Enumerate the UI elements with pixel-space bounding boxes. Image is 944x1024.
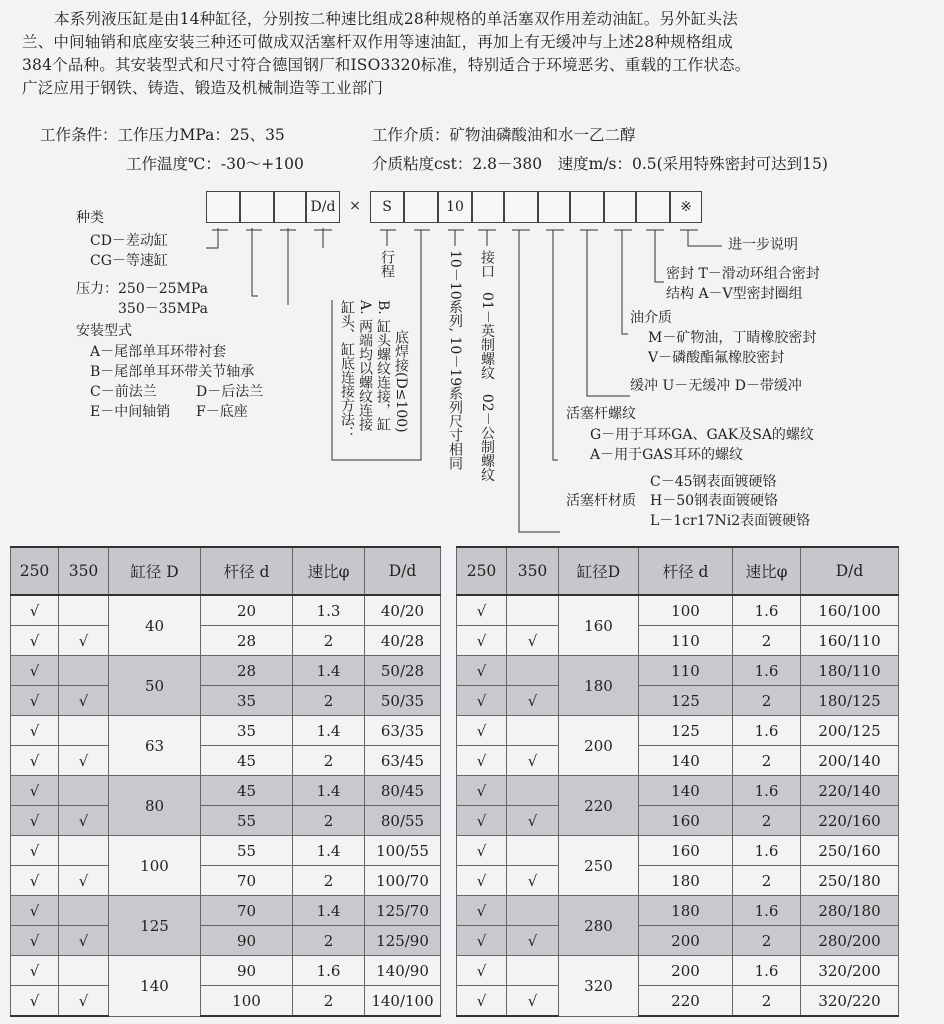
material-l: L－1cr17Ni2表面镀硬铬 [650, 513, 811, 529]
pressure-title: 压力：250－25MPa [76, 281, 209, 297]
dd-cell: 200/140 [801, 746, 899, 776]
table-row [11, 776, 441, 806]
check-350: √ [507, 806, 559, 836]
rod-cell: 125 [639, 686, 733, 716]
table-row [11, 716, 441, 746]
connection-b: B. 缸头螺纹连接，缸 [375, 300, 391, 432]
intro-line: 384个品种。其安装型式和尺寸符合德国钢厂和ISO3320标准，特别适合于环境恶劣、重载的工作状态。 [22, 56, 751, 74]
rod-cell: 110 [639, 626, 733, 656]
ratio-cell: 1.6 [733, 956, 801, 986]
column-header: 速比φ [293, 547, 365, 595]
column-header: 缸径 D [109, 547, 201, 595]
oil-title: 油介质 [630, 310, 672, 326]
column-header: 250 [11, 547, 59, 595]
rod-cell: 90 [201, 926, 293, 956]
check-250: √ [457, 656, 507, 686]
ratio-cell: 1.6 [733, 836, 801, 866]
bore-cell: 220 [559, 776, 639, 836]
mount-title: 安装型式 [76, 323, 132, 339]
type-cg: CG－等速缸 [90, 253, 168, 269]
working-medium: 工作介质：矿物油磷酸油和水一乙二醇 [372, 126, 636, 144]
ratio-cell: 2 [733, 806, 801, 836]
check-350 [59, 716, 109, 746]
dd-cell: 320/220 [801, 986, 899, 1017]
dd-cell: 80/55 [365, 806, 441, 836]
check-350: √ [59, 626, 109, 656]
bore-cell: 63 [109, 716, 201, 776]
check-250: √ [457, 956, 507, 986]
thread-g: G－用于耳环GA、GAK及SA的螺纹 [590, 427, 814, 443]
check-350 [59, 836, 109, 866]
ratio-cell: 1.3 [293, 595, 365, 626]
bore-cell: 320 [559, 956, 639, 1017]
port-label: 接口 01－英制螺纹 02－公制螺纹 [479, 250, 495, 482]
table-header-row [457, 547, 899, 595]
bore-cell: 80 [109, 776, 201, 836]
check-350: √ [507, 986, 559, 1017]
rod-cell: 100 [639, 595, 733, 626]
rod-cell: 55 [201, 836, 293, 866]
check-350: √ [507, 926, 559, 956]
table-row [11, 656, 441, 686]
table-row [457, 626, 899, 656]
ratio-cell: 2 [733, 746, 801, 776]
ratio-cell: 2 [293, 806, 365, 836]
rod-cell: 70 [201, 866, 293, 896]
type-title: 种类 [76, 210, 104, 226]
dd-cell: 40/28 [365, 626, 441, 656]
mount-d: D－后法兰 [196, 384, 264, 400]
check-350 [507, 656, 559, 686]
ratio-cell: 2 [293, 686, 365, 716]
table-row [11, 866, 441, 896]
intro-line: 本系列液压缸是由14种缸径，分别按二种速比组成28种规格的单活塞双作用差动油缸。另外缸头法 [54, 10, 738, 28]
ratio-cell: 1.6 [733, 896, 801, 926]
ratio-cell: 2 [733, 986, 801, 1017]
check-350 [59, 896, 109, 926]
table-row [457, 656, 899, 686]
pressure-350: 350－35MPa [118, 301, 209, 317]
table-row [457, 716, 899, 746]
check-250: √ [457, 806, 507, 836]
check-350: √ [507, 626, 559, 656]
table-row [11, 836, 441, 866]
column-header: D/d [801, 547, 899, 595]
intro-line: 广泛应用于钢铁、铸造、锻造及机械制造等工业部门 [22, 79, 384, 97]
dd-cell: 320/200 [801, 956, 899, 986]
table-row [457, 926, 899, 956]
rod-cell: 70 [201, 896, 293, 926]
column-header: 250 [457, 547, 507, 595]
ratio-cell: 1.4 [293, 776, 365, 806]
rod-cell: 100 [201, 986, 293, 1017]
check-350: √ [59, 866, 109, 896]
working-temperature: 工作温度℃：-30～+100 [126, 155, 304, 173]
ratio-cell: 1.4 [293, 896, 365, 926]
spec-table-right [456, 546, 899, 1017]
check-350 [59, 656, 109, 686]
check-250: √ [11, 595, 59, 626]
rod-cell: 28 [201, 626, 293, 656]
ratio-cell: 1.4 [293, 836, 365, 866]
rod-cell: 35 [201, 716, 293, 746]
table-row [11, 896, 441, 926]
ratio-cell: 2 [733, 866, 801, 896]
spec-table-left [10, 546, 441, 1017]
rod-cell: 160 [639, 806, 733, 836]
dd-cell: 220/160 [801, 806, 899, 836]
dd-cell: 180/125 [801, 686, 899, 716]
bore-cell: 100 [109, 836, 201, 896]
ratio-cell: 2 [293, 866, 365, 896]
ratio-cell: 2 [293, 986, 365, 1017]
column-header: 350 [507, 547, 559, 595]
code-box: ※ [670, 191, 702, 223]
check-250: √ [457, 686, 507, 716]
check-350: √ [59, 806, 109, 836]
dd-cell: 140/100 [365, 986, 441, 1017]
thread-a: A－用于GAS耳环的螺纹 [590, 447, 743, 463]
ratio-cell: 2 [733, 926, 801, 956]
code-box: 10 [438, 191, 472, 223]
check-350 [59, 776, 109, 806]
check-250: √ [457, 716, 507, 746]
seal-t: 密封 T－滑动环组合密封 [666, 266, 820, 282]
ratio-cell: 2 [293, 746, 365, 776]
column-header: 杆径 d [201, 547, 293, 595]
code-box: × [349, 198, 361, 214]
rod-cell: 45 [201, 776, 293, 806]
table-row [457, 776, 899, 806]
buffer-label: 缓冲 U－无缓冲 D－带缓冲 [630, 378, 802, 394]
check-250: √ [11, 806, 59, 836]
check-250: √ [457, 746, 507, 776]
check-250: √ [11, 956, 59, 986]
check-250: √ [457, 896, 507, 926]
dd-cell: 220/140 [801, 776, 899, 806]
check-250: √ [457, 836, 507, 866]
rod-cell: 160 [639, 836, 733, 866]
connection-a: A. 两端均以螺纹连接 [357, 300, 373, 432]
check-250: √ [11, 626, 59, 656]
ratio-cell: 2 [293, 626, 365, 656]
ratio-cell: 1.6 [733, 776, 801, 806]
connection-b-cont: 底焊接(D≤100) [393, 330, 409, 433]
table-row [457, 956, 899, 986]
check-350 [507, 595, 559, 626]
check-250: √ [11, 926, 59, 956]
rod-cell: 90 [201, 956, 293, 986]
table-row [457, 866, 899, 896]
mount-c: C－前法兰 [90, 384, 157, 400]
dd-cell: 280/200 [801, 926, 899, 956]
table-row [11, 746, 441, 776]
check-250: √ [457, 626, 507, 656]
ratio-cell: 1.6 [293, 956, 365, 986]
check-350 [507, 956, 559, 986]
mount-e: E－中间轴销 [90, 404, 171, 420]
ratio-cell: 2 [733, 686, 801, 716]
series-label: 10－10系列, 10－19系列尺寸相同 [447, 250, 463, 471]
dd-cell: 280/180 [801, 896, 899, 926]
table-row [457, 686, 899, 716]
ratio-cell: 1.6 [733, 595, 801, 626]
check-250: √ [11, 866, 59, 896]
check-250: √ [11, 896, 59, 926]
check-250: √ [457, 926, 507, 956]
check-250: √ [11, 746, 59, 776]
check-350 [59, 595, 109, 626]
check-250: √ [457, 866, 507, 896]
ratio-cell: 1.4 [293, 716, 365, 746]
dd-cell: 63/35 [365, 716, 441, 746]
code-box: D/d [306, 191, 340, 223]
mount-a: A－尾部单耳环带衬套 [90, 344, 227, 360]
table-row [11, 926, 441, 956]
check-350: √ [507, 866, 559, 896]
table-row [457, 836, 899, 866]
dd-cell: 160/110 [801, 626, 899, 656]
intro-line: 兰、中间轴销和底座安装三种还可做成双活塞杆双作用等速油缸，再加上有无缓冲与上述28种规格组成 [22, 33, 733, 51]
oil-m: M－矿物油，丁睛橡胶密封 [648, 330, 817, 346]
table-row [11, 956, 441, 986]
dd-cell: 100/70 [365, 866, 441, 896]
oil-v: V－磷酸酯氟橡胶密封 [648, 350, 785, 366]
ratio-cell: 1.6 [733, 716, 801, 746]
type-cd: CD－差动缸 [90, 233, 168, 249]
rod-cell: 55 [201, 806, 293, 836]
check-350: √ [507, 686, 559, 716]
thread-title: 活塞杆螺纹 [566, 406, 636, 422]
mount-b: B－尾部单耳环带关节轴承 [90, 364, 255, 380]
rod-cell: 140 [639, 746, 733, 776]
dd-cell: 200/125 [801, 716, 899, 746]
dd-cell: 80/45 [365, 776, 441, 806]
column-header: 速比φ [733, 547, 801, 595]
check-250: √ [457, 595, 507, 626]
ratio-cell: 1.6 [733, 656, 801, 686]
rod-cell: 180 [639, 896, 733, 926]
bore-cell: 200 [559, 716, 639, 776]
check-250: √ [11, 686, 59, 716]
table-row [11, 806, 441, 836]
table-row [457, 595, 899, 626]
material-title: 活塞杆材质 [566, 493, 636, 509]
table-row [457, 746, 899, 776]
table-row [11, 986, 441, 1017]
ratio-cell: 1.4 [293, 656, 365, 686]
column-header: 杆径 d [639, 547, 733, 595]
bore-cell: 50 [109, 656, 201, 716]
table-header-row [11, 547, 441, 595]
check-350 [59, 956, 109, 986]
rod-cell: 220 [639, 986, 733, 1017]
ratio-cell: 2 [293, 926, 365, 956]
check-250: √ [11, 776, 59, 806]
material-h: H－50钢表面镀硬铬 [650, 493, 779, 509]
rod-cell: 45 [201, 746, 293, 776]
check-350: √ [507, 746, 559, 776]
column-header: D/d [365, 547, 441, 595]
connection-title: 缸头、缸底连接方法： [339, 300, 355, 440]
table-row [11, 595, 441, 626]
seal-a: 结构 A－V型密封圈组 [666, 286, 803, 302]
check-350: √ [59, 746, 109, 776]
check-350 [507, 836, 559, 866]
bore-cell: 125 [109, 896, 201, 956]
dd-cell: 160/100 [801, 595, 899, 626]
dd-cell: 63/45 [365, 746, 441, 776]
dd-cell: 250/160 [801, 836, 899, 866]
working-conditions: 工作条件：工作压力MPa：25、35 [40, 126, 285, 144]
bore-cell: 160 [559, 595, 639, 656]
dd-cell: 40/20 [365, 595, 441, 626]
bore-cell: 250 [559, 836, 639, 896]
rod-cell: 125 [639, 716, 733, 746]
check-250: √ [11, 986, 59, 1017]
check-350: √ [59, 686, 109, 716]
rod-cell: 180 [639, 866, 733, 896]
rod-cell: 28 [201, 656, 293, 686]
column-header: 350 [59, 547, 109, 595]
further-explanation: 进一步说明 [728, 237, 798, 253]
dd-cell: 100/55 [365, 836, 441, 866]
dd-cell: 140/90 [365, 956, 441, 986]
rod-cell: 200 [639, 926, 733, 956]
bore-cell: 280 [559, 896, 639, 956]
bore-cell: 180 [559, 656, 639, 716]
check-350: √ [59, 926, 109, 956]
check-250: √ [457, 986, 507, 1017]
column-header: 缸径D [559, 547, 639, 595]
check-250: √ [11, 836, 59, 866]
mount-f: F－底座 [196, 404, 248, 420]
dd-cell: 180/110 [801, 656, 899, 686]
bore-cell: 40 [109, 595, 201, 656]
code-box: S [370, 191, 404, 223]
material-c: C－45钢表面镀硬铬 [650, 474, 777, 490]
check-350 [507, 896, 559, 926]
dd-cell: 125/90 [365, 926, 441, 956]
dd-cell: 50/28 [365, 656, 441, 686]
check-350 [507, 716, 559, 746]
rod-cell: 35 [201, 686, 293, 716]
rod-cell: 20 [201, 595, 293, 626]
stroke-label: 行程 [379, 250, 395, 278]
table-row [457, 806, 899, 836]
check-250: √ [11, 656, 59, 686]
check-250: √ [11, 716, 59, 746]
table-row [457, 986, 899, 1017]
table-row [11, 626, 441, 656]
dd-cell: 250/180 [801, 866, 899, 896]
ratio-cell: 2 [733, 626, 801, 656]
table-row [457, 896, 899, 926]
check-250: √ [457, 776, 507, 806]
bore-cell: 140 [109, 956, 201, 1017]
dd-cell: 125/70 [365, 896, 441, 926]
dd-cell: 50/35 [365, 686, 441, 716]
viscosity-speed: 介质粘度cst：2.8－380 速度m/s：0.5(采用特殊密封可达到15) [372, 155, 828, 173]
rod-cell: 200 [639, 956, 733, 986]
table-row [11, 686, 441, 716]
check-350: √ [59, 986, 109, 1017]
rod-cell: 140 [639, 776, 733, 806]
rod-cell: 110 [639, 656, 733, 686]
check-350 [507, 776, 559, 806]
